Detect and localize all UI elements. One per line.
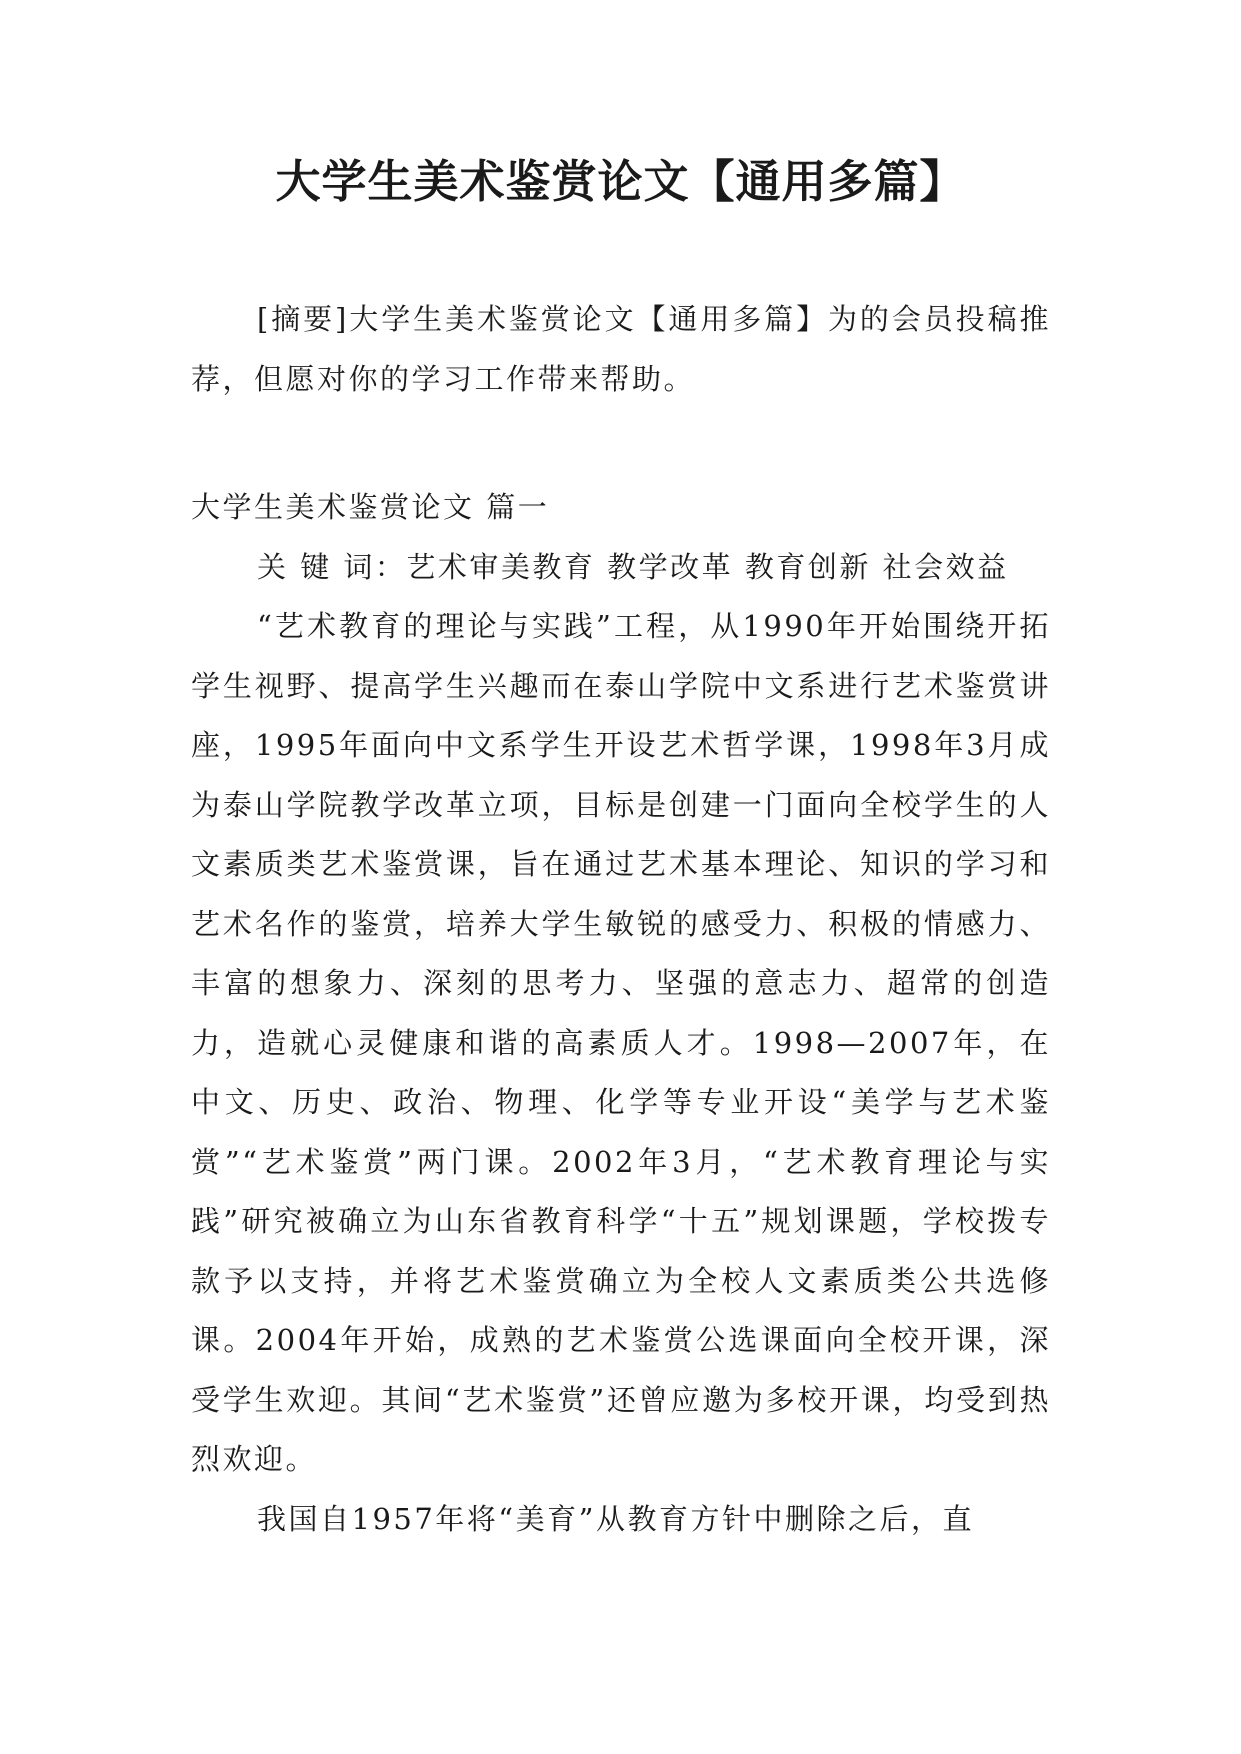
keywords-paragraph: 关 键 词：艺术审美教育 教学改革 教育创新 社会效益	[257, 549, 1009, 584]
body-paragraph-2: 我国自1957年将“美育”从教育方针中删除之后，直	[257, 1501, 974, 1536]
document-title: 大学生美术鉴赏论文【通用多篇】	[275, 155, 966, 208]
section-heading: 大学生美术鉴赏论文 篇一	[191, 490, 550, 524]
paragraph-spacer	[191, 409, 1051, 478]
document-body	[191, 290, 1051, 1549]
body-paragraph-1: “艺术教育的理论与实践”工程，从1990年开始围绕开拓学生视野、提高学生兴趣而在泰山学院中文系进行艺术鉴赏讲座，1995年面向中文系学生开设艺术哲学课，1998年3月成为泰山学院教学改革立项，目标是创建一门面向全校学生的人文素质类艺术鉴赏课，旨在通过艺术基本理论、知识的学习和艺术名作的鉴赏，培养大学生敏锐的感受力、积极的情感力、丰富的想象力、深刻的思考力、坚强的意志力、超常的创造力，造就心灵健康和谐的高素质人才。1998—2007年，在中文、历史、政治、物理、化学等专业开设“美学与艺术鉴赏”“艺术鉴赏”两门课。2002年3月，“艺术教育理论与实践”研究被确立为山东省教育科学“十五”规划课题，学校拨专款予以支持，并将艺术鉴赏确立为全校人文素质类公共选修课。2004年开始，成熟的艺术鉴赏公选课面向全校开课，深受学生欢迎。其间“艺术鉴赏”还曾应邀为多校开课，均受到热烈欢迎。	[191, 609, 1051, 1476]
abstract-paragraph: [摘要]大学生美术鉴赏论文【通用多篇】为的会员投稿推荐，但愿对你的学习工作带来帮助。	[191, 302, 1051, 396]
